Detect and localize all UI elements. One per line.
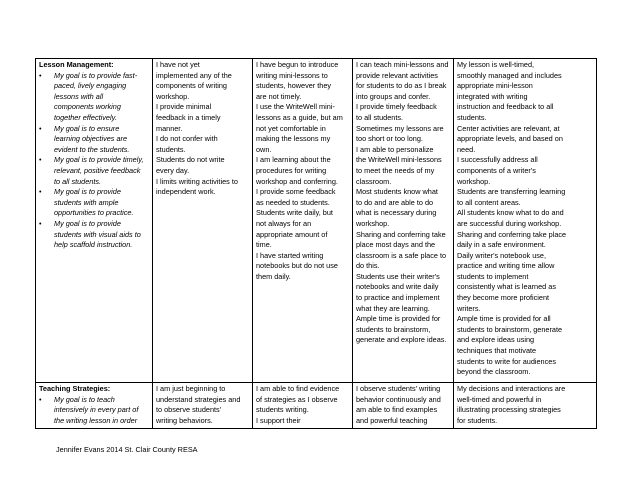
descriptor-line: am able to find examples [356,405,438,415]
descriptor-line: Most students know what [356,187,438,197]
bullet-icon: • [39,123,42,133]
descriptor-line: writing mini-lessons to [256,70,328,80]
descriptor-line: to all students. [356,112,404,122]
goal-item [39,124,149,156]
descriptor-line: I can teach mini-lessons and [356,60,449,69]
descriptor-line: students to write for audiences [457,356,556,366]
descriptor-line: for students to do as I break [356,81,447,91]
page-footer: Jennifer Evans 2014 St. Clair County RESA [56,445,198,454]
descriptor-line: Center activities are relevant, at [457,123,560,133]
descriptor-line: I do not confer with [156,134,218,144]
goal-text-line: My goal is to provide [54,187,121,197]
goal-item [39,187,149,219]
descriptor-line: I observe students' writing [356,384,441,393]
descriptor-line: not always for an [256,218,312,228]
goal-item [39,395,149,427]
goal-text-line: paced, lively engaging [54,81,127,91]
descriptor-line: workshop and conferring. [256,176,338,186]
goal-item [39,219,149,251]
goal-text-line: relevant, positive feedback [54,165,141,175]
descriptor-line: need. [457,144,476,154]
descriptor-line: not yet comfortable in [256,123,326,133]
bullet-icon: • [39,155,42,165]
level-cell [153,383,253,429]
descriptor-line: generate and explore ideas. [356,335,447,345]
descriptor-line: time. [256,240,272,250]
goal-text-line: evident to the students. [54,144,130,154]
descriptor-line: to practice and implement [356,293,440,303]
descriptor-line: behavior continuously and [356,394,441,404]
descriptor-line: Sharing and conferring take [356,229,446,239]
descriptor-line: into groups and confer. [356,91,431,101]
descriptor-line: appropriate levels, and based on [457,134,563,144]
descriptor-line: feedback in a timely [156,112,221,122]
descriptor-line: Sharing and conferring take place [457,229,567,239]
criterion-title: Teaching Strategies: [39,384,111,393]
descriptor-line: to observe students' [156,405,222,415]
descriptor-line: My decisions and interactions are [457,384,566,393]
descriptor-line: classroom is a safe place to [356,250,447,260]
descriptor-line: students. [156,144,186,154]
bullet-icon: • [39,394,42,404]
goal-item [39,155,149,187]
descriptor-line: I provide some feedback [256,187,336,197]
descriptor-line: and explore ideas using [457,335,535,345]
descriptor-line: Students write daily, but [256,208,333,218]
goal-text-line: intensively in every part of [54,405,139,415]
level-cell [454,59,597,383]
descriptor-line: are not timely. [256,91,302,101]
descriptor-line: I limits writing activities to [156,176,238,186]
level-cell [253,383,353,429]
goal-text-line: students with visual aids to [54,229,141,239]
descriptor-line: I use the WriteWell mini- [256,102,335,112]
descriptor-line: I have not yet [156,60,200,69]
descriptor-line: smoothly managed and includes [457,70,562,80]
descriptor-line: Students do not write [156,155,225,165]
descriptor-line: writers. [457,303,481,313]
descriptor-line: students writing. [256,405,309,415]
descriptor-line: components of a writer's [457,165,536,175]
descriptor-line: are successful during workshop. [457,218,562,228]
descriptor-line: I am just beginning to [156,384,226,393]
descriptor-line: to all content areas. [457,197,521,207]
goal-text-line: My goal is to provide [54,218,121,228]
level-cell [353,59,454,383]
descriptor-line: My lesson is well-timed, [457,60,535,69]
goal-item [39,71,149,124]
goal-text-line: My goal is to ensure [54,123,120,133]
descriptor-line: Sometimes my lessons are [356,123,444,133]
goal-text-line: students with ample [54,197,119,207]
rubric-table [35,58,597,429]
descriptor-line: Students use their writer's [356,271,440,281]
goal-list [39,71,149,251]
descriptor-line: classroom. [356,176,392,186]
goal-text-line: to all students. [54,176,102,186]
descriptor-line: workshop. [457,176,491,186]
descriptor-line: making the lessons my [256,134,331,144]
rubric-row [36,383,597,429]
descriptor-line: what is necessary during [356,208,437,218]
descriptor-line: Ample time is provided for all [457,314,551,324]
bullet-icon: • [39,218,42,228]
descriptor-line: lessons as a guide, but am [256,112,343,122]
descriptor-line: integrated with writing [457,91,528,101]
rubric-row [36,59,597,383]
descriptor-line: understand strategies and [156,394,241,404]
descriptor-line: procedures for writing [256,165,327,175]
descriptor-line: students to implement [457,271,529,281]
descriptor-line: I have started writing [256,250,324,260]
descriptor-line: I successfully address all [457,155,538,165]
descriptor-line: every day. [156,165,190,175]
descriptor-line: well-timed and powerful in [457,394,542,404]
goal-text-line: together effectively. [54,112,117,122]
goal-text-line: My goal is to provide timely, [54,155,144,165]
goal-text-line: lessons with all [54,91,104,101]
bullet-icon: • [39,187,42,197]
goal-list [39,395,149,427]
goal-text-line: My goal is to provide fast- [54,70,138,80]
descriptor-line: I have begun to introduce [256,60,339,69]
goal-text-line: components working [54,102,121,112]
descriptor-line: instruction and feedback to all [457,102,554,112]
descriptor-line: daily in a safe environment. [457,240,546,250]
descriptor-line: and powerful teaching [356,415,428,425]
goal-text-line: help scaffold instruction. [54,240,133,250]
descriptor-line: writing behaviors. [156,415,213,425]
descriptor-line: illustrating processing strategies [457,405,561,415]
descriptor-line: own. [256,144,272,154]
descriptor-line: techniques that motivate [457,346,537,356]
descriptor-line: consistently what is learned as [457,282,556,292]
descriptor-line: the WriteWell mini-lessons [356,155,442,165]
criterion-title: Lesson Management: [39,60,114,69]
descriptor-line: appropriate amount of [256,229,328,239]
descriptor-line: manner. [156,123,183,133]
level-cell [153,59,253,383]
descriptor-line: students to brainstorm, [356,324,431,334]
descriptor-line: as needed to students. [256,197,330,207]
descriptor-line: I am able to find evidence [256,384,340,393]
descriptor-line: place most days and the [356,240,436,250]
bullet-icon: • [39,70,42,80]
descriptor-line: too short or too long. [356,134,423,144]
descriptor-line: All students know what to do and [457,208,564,218]
descriptor-line: beyond the classroom. [457,367,531,377]
descriptor-line: Students are transferring learning [457,187,566,197]
descriptor-line: I am able to personalize [356,144,434,154]
descriptor-line: Ample time is provided for [356,314,441,324]
descriptor-line: I am learning about the [256,155,331,165]
descriptor-line: students, however they [256,81,332,91]
goal-text-line: opportunities to practice. [54,208,134,218]
rubric-body [36,59,597,429]
descriptor-line: I provide minimal [156,102,212,112]
criterion-cell [36,383,153,429]
criterion-cell [36,59,153,383]
goal-text-line: the writing lesson in order [54,415,138,425]
descriptor-line: what they are learning. [356,303,430,313]
descriptor-line: them daily. [256,271,291,281]
level-cell [253,59,353,383]
descriptor-line: workshop. [356,218,390,228]
descriptor-line: I provide timely feedback [356,102,437,112]
descriptor-line: do this. [356,261,380,271]
descriptor-line: students to brainstorm, generate [457,324,563,334]
descriptor-line: to meet the needs of my [356,165,435,175]
descriptor-line: to do and are able to do [356,197,434,207]
goal-text-line: learning objectives are [54,134,128,144]
descriptor-line: I support their [256,415,301,425]
descriptor-line: notebooks and write daily [356,282,439,292]
descriptor-line: Daily writer's notebook use, [457,250,546,260]
descriptor-line: implemented any of the [156,70,232,80]
level-cell [454,383,597,429]
descriptor-line: they become more proficient [457,293,550,303]
goal-text-line: My goal is to teach [54,394,115,404]
descriptor-line: workshop. [156,91,190,101]
descriptor-line: students. [457,112,487,122]
descriptor-line: notebooks but do not use [256,261,338,271]
level-cell [353,383,454,429]
descriptor-line: independent work. [156,187,216,197]
descriptor-line: practice and writing time allow [457,261,555,271]
descriptor-line: appropriate mini-lesson [457,81,533,91]
descriptor-line: for students. [457,415,498,425]
descriptor-line: components of writing [156,81,227,91]
descriptor-line: of strategies as I observe [256,394,338,404]
descriptor-line: provide relevant activities [356,70,438,80]
